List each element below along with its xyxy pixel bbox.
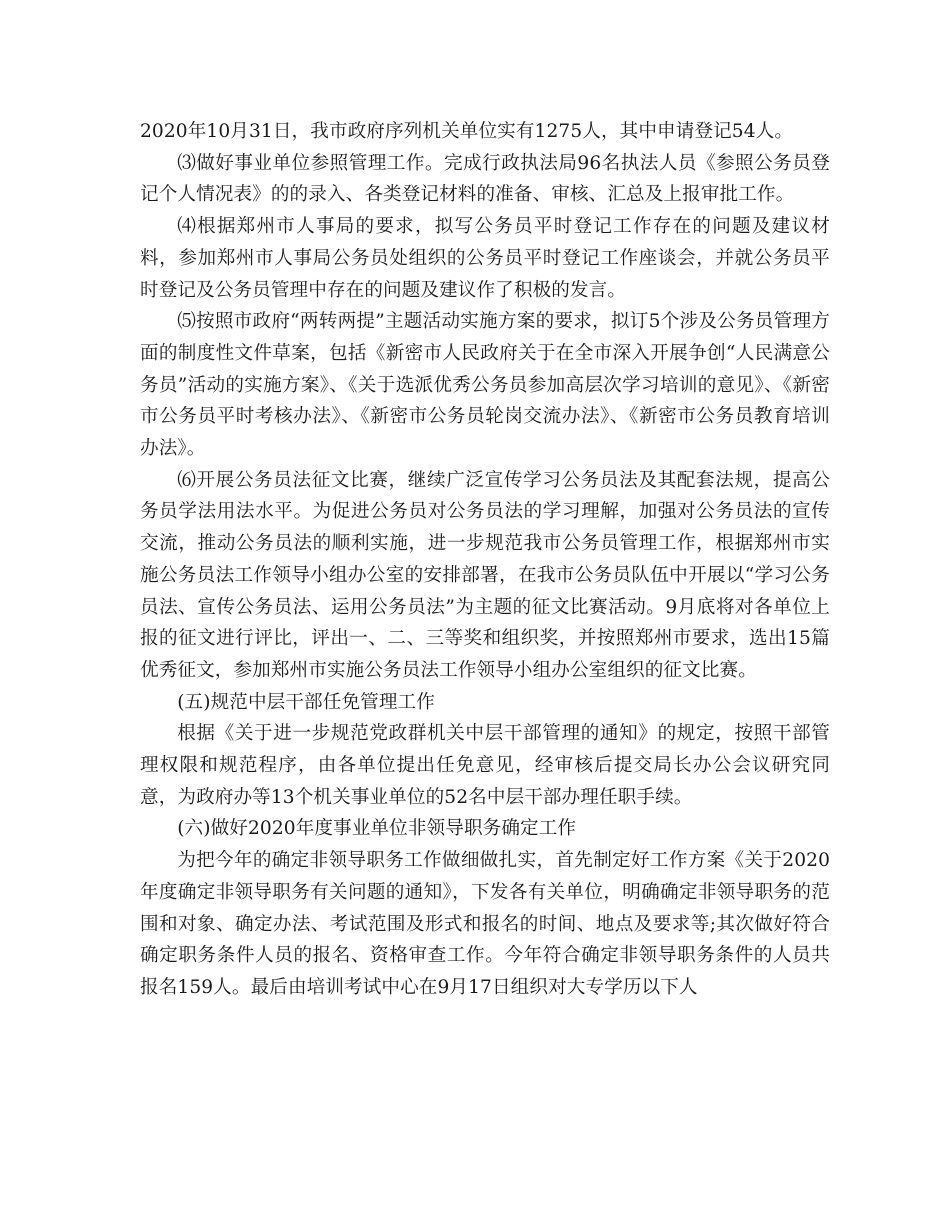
paragraph-item-3: ⑶做好事业单位参照管理工作。完成行政执法局96名执法人员《参照公务员登记个人情况表》的的录入、各类登记材料的准备、审核、汇总及上报审批工作。 [140, 152, 830, 206]
document-body [140, 116, 830, 1004]
paragraph-item-5: ⑸按照市政府“两转两提”主题活动实施方案的要求，拟订5个涉及公务员管理方面的制度性文件草案，包括《新密市人民政府关于在全市深入开展争创“人民满意公务员”活动的实施方案》、《关于选派优秀公务员参加高层次学习培训的意见》、《新密市公务员平时考核办法》、《新密市公务员轮岗交流办法》、《新密市公务员教育培训办法》。 [140, 311, 830, 460]
paragraph-section-5-body: 根据《关于进一步规范党政群机关中层干部管理的通知》的规定，按照干部管理权限和规范程序，由各单位提出任免意见，经审核后提交局长办公会议研究同意，为政府办等13个机关事业单位的52名中层干部办理任职手续。 [140, 723, 830, 808]
section-heading-6: (六)做好2020年度事业单位非领导职务确定工作 [177, 818, 577, 840]
paragraph-continuation: 2020年10月31日，我市政府序列机关单位实有1275人，其中申请登记54人。 [140, 121, 794, 142]
paragraph-item-4: ⑷根据郑州市人事局的要求，拟写公务员平时登记工作存在的问题及建议材料，参加郑州市人事局公务员处组织的公务员平时登记工作座谈会，并就公务员平时登记及公务员管理中存在的问题及建议作了积极的发言。 [140, 216, 830, 301]
section-heading-5: (五)规范中层干部任免管理工作 [177, 691, 435, 713]
paragraph-item-6: ⑹开展公务员法征文比赛，继续广泛宣传学习公务员法及其配套法规，提高公务员学法用法水平。为促进公务员对公务员法的学习理解，加强对公务员法的宣传交流，推动公务员法的顺利实施，进一步规范我市公务员管理工作，根据郑州市实施公务员法工作领导小组办公室的安排部署，在我市公务员队伍中开展以“学习公务员法、宣传公务员法、运用公务员法”为主题的征文比赛活动。9月底将对各单位上报的征文进行评比，评出一、二、三等奖和组织奖，并按照郑州市要求，选出15篇优秀征文，参加郑州市实施公务员法工作领导小组办公室组织的征文比赛。 [140, 469, 830, 681]
paragraph-section-6-body: 为把今年的确定非领导职务工作做细做扎实，首先制定好工作方案《关于2020年度确定非领导职务有关问题的通知》，下发各有关单位，明确确定非领导职务的范围和对象、确定办法、考试范围及形式和报名的时间、地点及要求等;其次做好符合确定职务条件人员的报名、资格审查工作。今年符合确定非领导职务条件的人员共报名159人。最后由培训考试中心在9月17日组织对大专学历以下人 [140, 850, 830, 998]
